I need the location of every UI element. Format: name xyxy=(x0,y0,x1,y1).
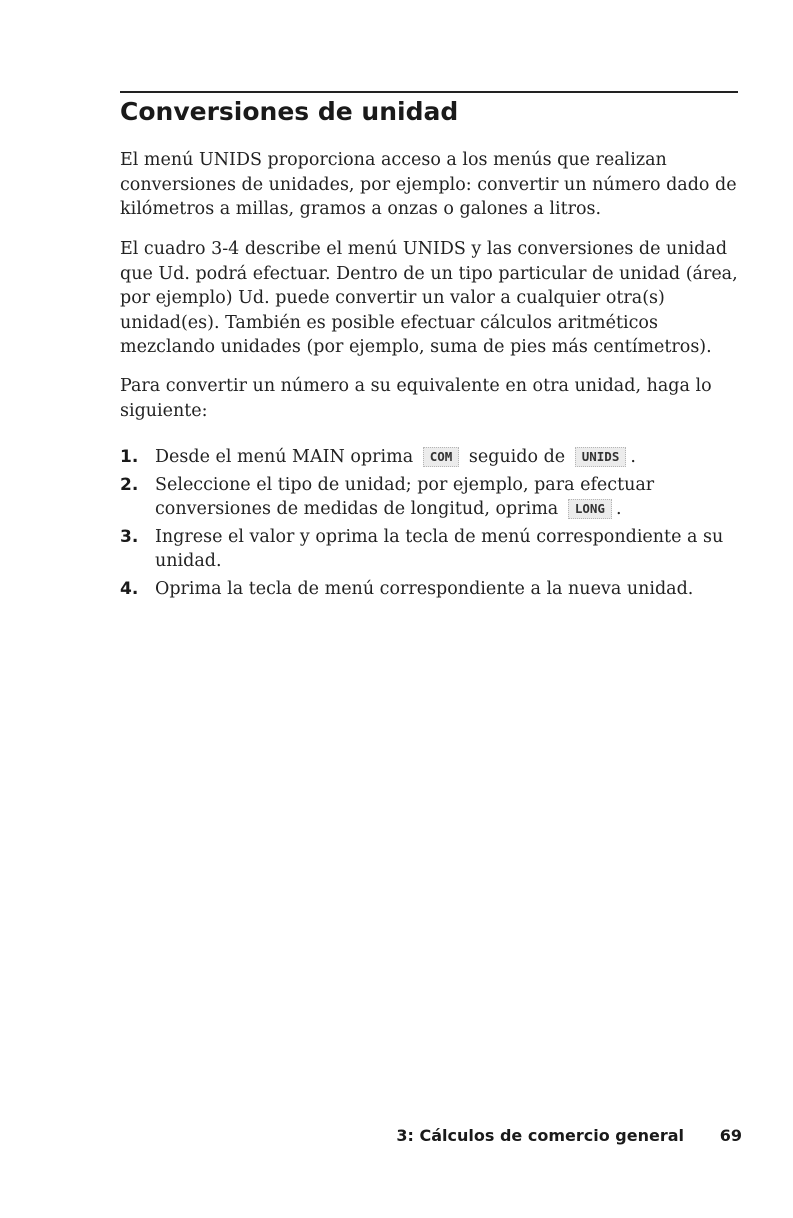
list-item xyxy=(120,445,738,470)
list-item xyxy=(120,473,738,522)
step-text: . xyxy=(630,447,636,467)
step-text: Ingrese el valor y oprima la tecla de menú correspondiente a su unidad. xyxy=(155,526,724,571)
step-number: 4. xyxy=(120,578,139,599)
footer-chapter-title: 3: Cálculos de comercio general xyxy=(396,1126,684,1145)
step-text: Seleccione el tipo de unidad; por ejemplo, para efectuar conversiones de medidas de longitud, oprima xyxy=(155,474,655,519)
steps-list xyxy=(120,445,738,604)
step-number: 2. xyxy=(120,474,139,495)
step-number: 1. xyxy=(120,447,139,467)
step-text: . xyxy=(615,499,622,519)
intro-paragraph: El menú UNIDS proporciona acceso a los menús que realizan conversiones de unidades, por ejemplo: convertir un número dado de kilómetros a millas, gramos a onzas o galones a litros. xyxy=(120,150,737,219)
list-item xyxy=(120,525,738,574)
step-text: seguido de xyxy=(468,447,566,467)
section-title: Conversiones de unidad xyxy=(120,97,459,126)
step-text: Oprima la tecla de menú correspondiente a la nueva unidad. xyxy=(155,578,694,599)
description-paragraph: El cuadro 3-4 describe el menú UNIDS y las conversiones de unidad que Ud. podrá efectuar. Dentro de un tipo particular de unidad (área, por ejemplo) Ud. puede convertir un valor a cualquier otra(s) unidad(es). También es posible efectuar cálculos aritméticos mezclando unidades (por ejemplo, suma de pies más centímetros). xyxy=(120,239,738,357)
unids-key: UNIDS xyxy=(575,447,627,467)
heading-rule xyxy=(120,91,738,93)
step-text: Desde el menú MAIN oprima xyxy=(155,447,414,467)
step-number: 3. xyxy=(120,526,139,547)
com-key: COM xyxy=(423,447,460,467)
long-key: LONG xyxy=(568,499,612,519)
page-number: 69 xyxy=(719,1126,742,1145)
list-item xyxy=(120,577,738,602)
instructions-paragraph: Para convertir un número a su equivalente en otra unidad, haga lo siguiente: xyxy=(120,376,712,421)
